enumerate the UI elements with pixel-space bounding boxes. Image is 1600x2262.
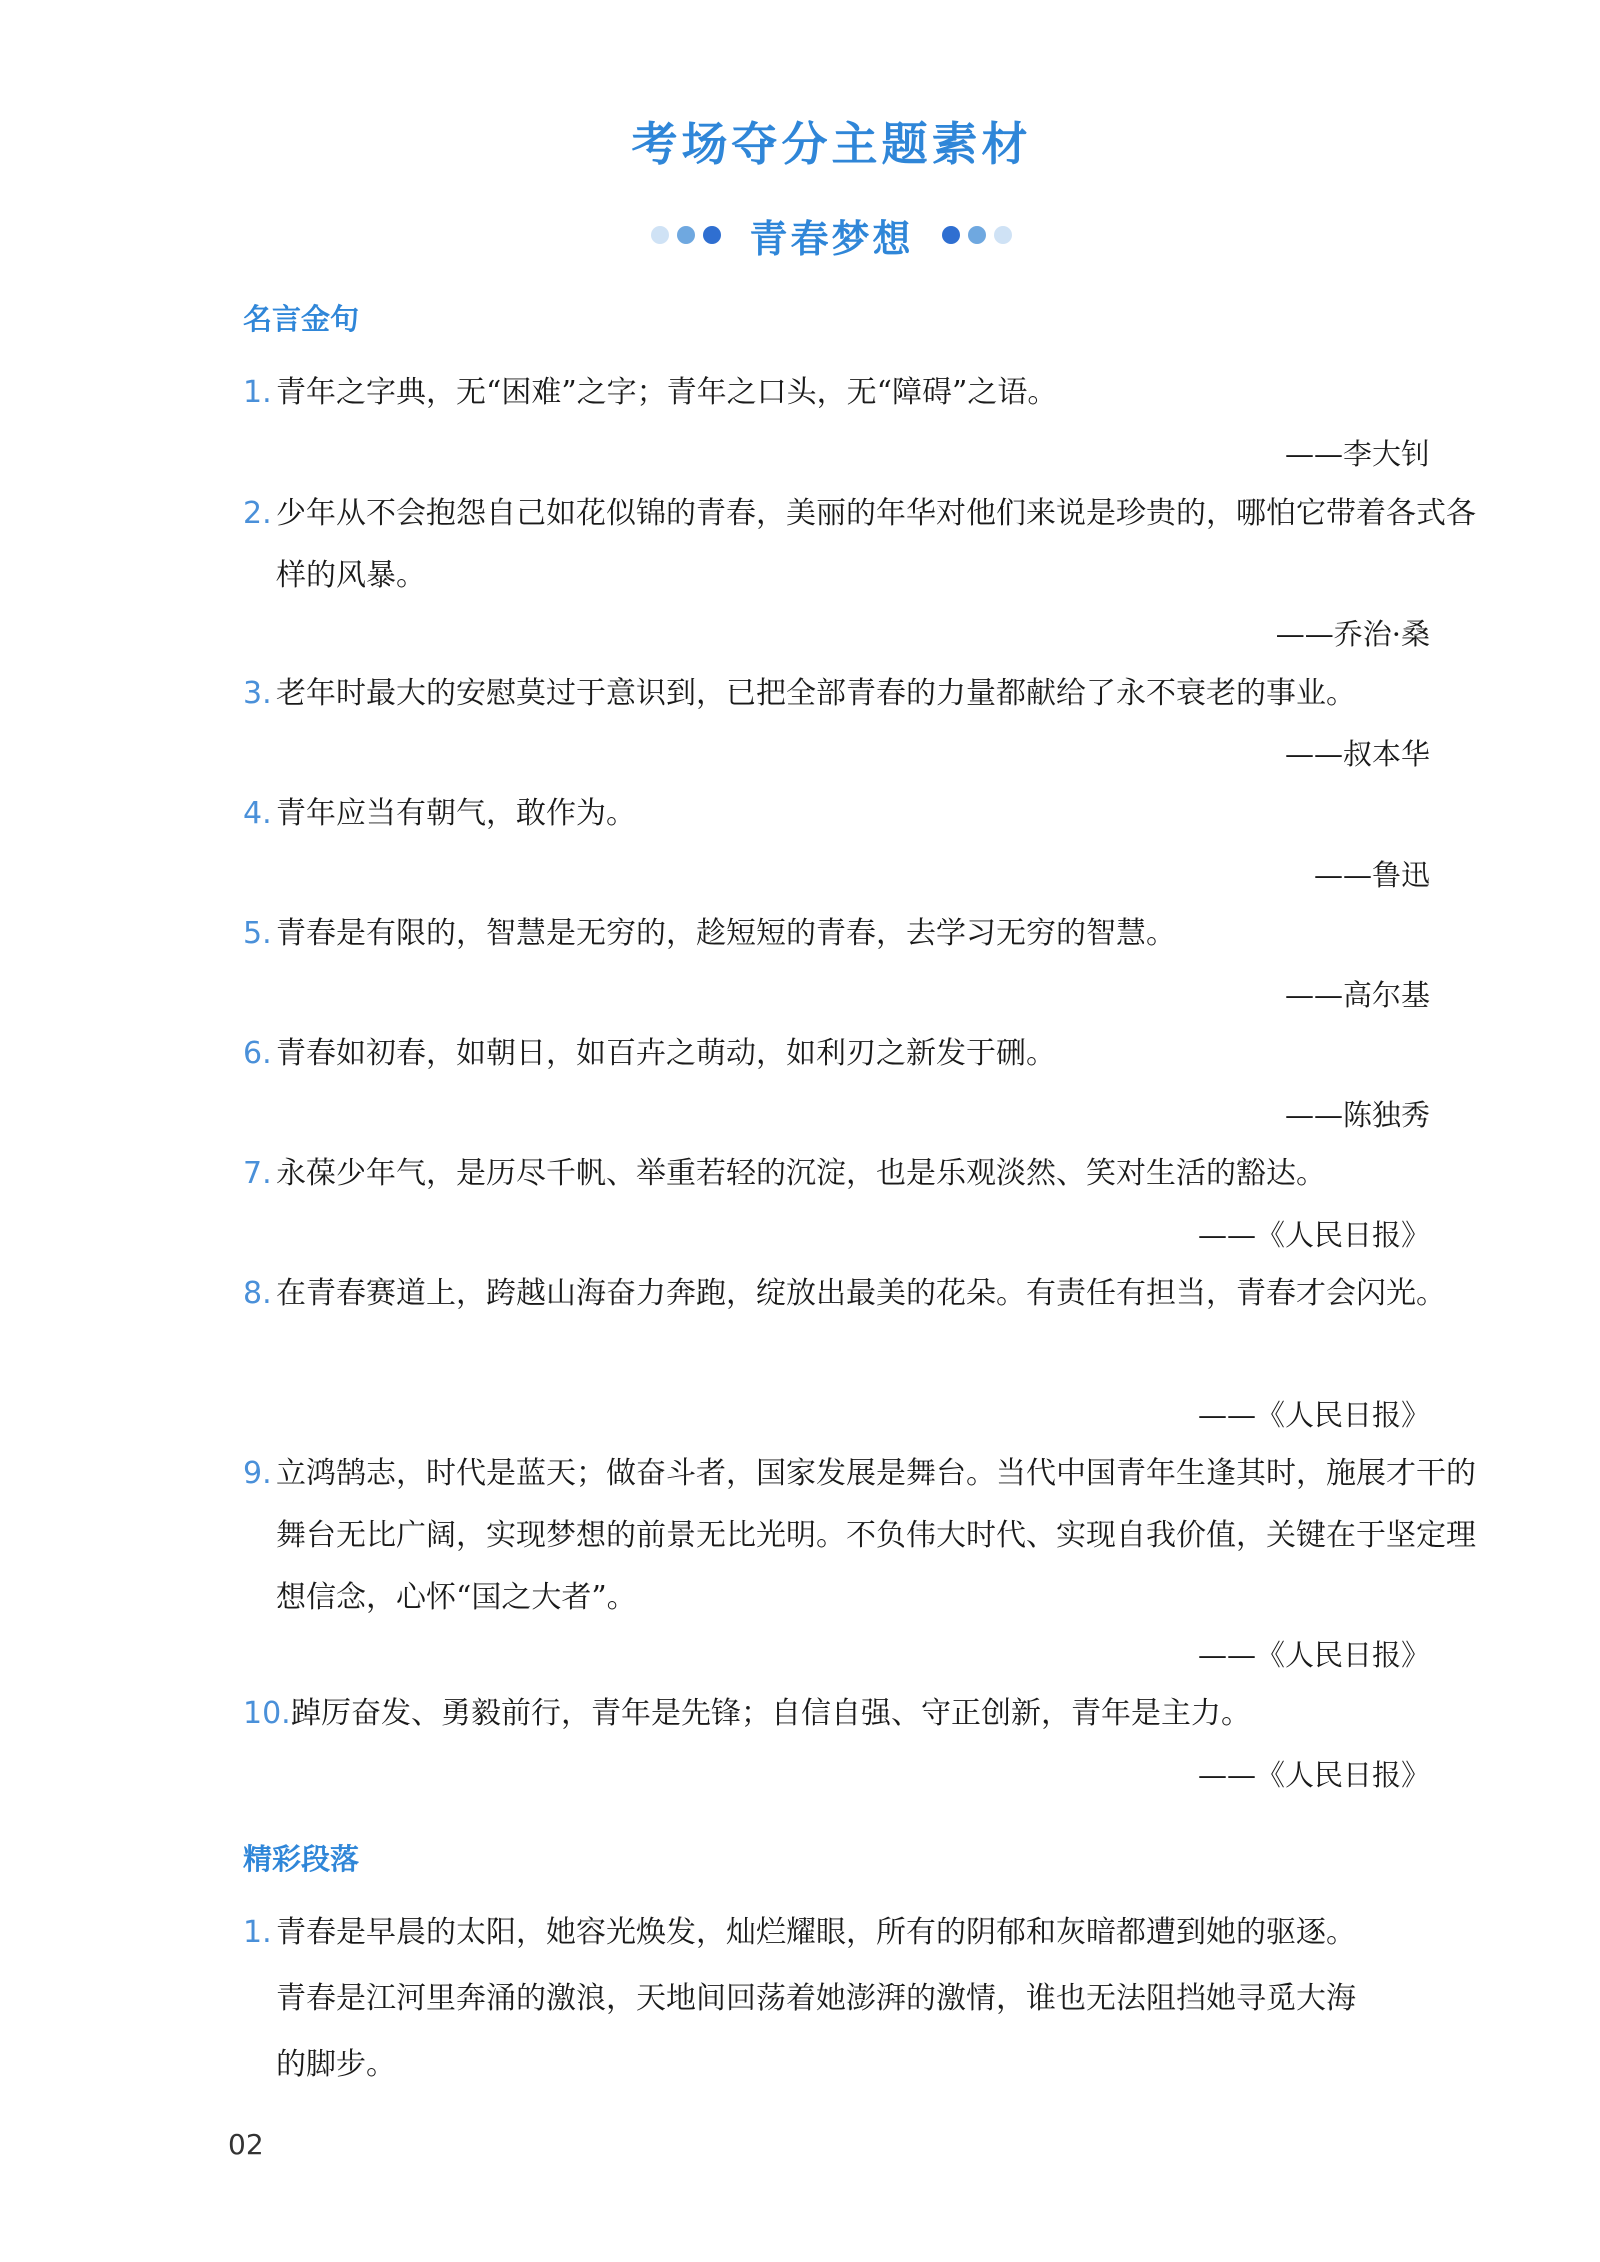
quote-item <box>243 483 1476 607</box>
quote-text: 青春如初春，如朝日，如百卉之萌动，如利刃之新发于硎。 <box>276 1036 1056 1071</box>
quote-text: 永葆少年气，是历尽千帆、举重若轻的沉淀，也是乐观淡然、笑对生活的豁达。 <box>276 1156 1326 1191</box>
quote-author: ——乔治·桑 <box>1275 617 1430 651</box>
quote-number: 8. <box>243 1276 272 1311</box>
quote-author: ——《人民日报》 <box>1197 1218 1430 1252</box>
dot-icon <box>703 226 721 244</box>
paragraph-item <box>243 1900 1443 2098</box>
quote-author: ——陈独秀 <box>1284 1098 1430 1132</box>
dot-icon <box>651 226 669 244</box>
quote-text: 青春是有限的，智慧是无穷的，趁短短的青春，去学习无穷的智慧。 <box>276 916 1176 951</box>
quote-item <box>243 903 1443 965</box>
section-heading-paragraphs: 精彩段落 <box>243 1842 360 1876</box>
quote-author: ——鲁迅 <box>1313 858 1430 892</box>
quote-text: 在青春赛道上，跨越山海奋力奔跑，绽放出最美的花朵。有责任有担当，青春才会闪光。 <box>276 1276 1446 1311</box>
quote-text: 老年时最大的安慰莫过于意识到，已把全部青春的力量都献给了永不衰老的事业。 <box>276 676 1356 711</box>
quote-number: 5. <box>243 916 272 951</box>
left-dots-decoration <box>651 226 721 244</box>
quote-text: 踔厉奋发、勇毅前行，青年是先锋；自信自强、守正创新，青年是主力。 <box>291 1696 1251 1731</box>
paragraph-line: 的脚步。 <box>276 2047 396 2082</box>
dot-icon <box>994 226 1012 244</box>
quote-item <box>243 1143 1443 1205</box>
quote-author: ——高尔基 <box>1284 978 1430 1012</box>
quote-text: 立鸿鹄志，时代是蓝天；做奋斗者，国家发展是舞台。当代中国青年生逢其时，施展才干的舞台无比广阔，实现梦想的前景无比光明。不负伟大时代、实现自我价值，关键在于坚定理想信念，心怀“国之大者”。 <box>276 1456 1476 1615</box>
quote-text: 青年应当有朝气，敢作为。 <box>276 796 636 831</box>
quote-item <box>243 663 1443 725</box>
quote-item <box>243 783 1443 845</box>
quote-item <box>243 1023 1443 1085</box>
quote-author: ——《人民日报》 <box>1197 1398 1430 1432</box>
quote-number: 7. <box>243 1156 272 1191</box>
quote-author: ——《人民日报》 <box>1197 1638 1430 1672</box>
quote-author: ——李大钊 <box>1284 437 1430 471</box>
page-subtitle: 青春梦想 <box>749 216 914 261</box>
dot-icon <box>942 226 960 244</box>
quote-number: 6. <box>243 1036 272 1071</box>
section-heading-quotes: 名言金句 <box>243 302 360 336</box>
quote-number: 10. <box>243 1696 291 1731</box>
quote-item <box>243 362 1443 424</box>
quote-item <box>243 1443 1476 1629</box>
page-number: 02 <box>228 2128 264 2161</box>
quote-number: 1. <box>243 375 272 410</box>
quote-number: 4. <box>243 796 272 831</box>
page-title: 考场夺分主题素材 <box>631 117 1032 171</box>
paragraph-line: 青春是江河里奔涌的激浪，天地间回荡着她澎湃的激情，谁也无法阻挡她寻觅大海 <box>276 1981 1356 2016</box>
quote-number: 2. <box>243 496 272 531</box>
quote-author: ——叔本华 <box>1284 737 1430 771</box>
paragraph-line: 青春是早晨的太阳，她容光焕发，灿烂耀眼，所有的阴郁和灰暗都遭到她的驱逐。 <box>276 1915 1356 1950</box>
subtitle-row <box>0 200 1600 270</box>
quote-text: 青年之字典，无“困难”之字；青年之口头，无“障碍”之语。 <box>276 375 1058 410</box>
quote-author: ——《人民日报》 <box>1197 1758 1430 1792</box>
quote-number: 3. <box>243 676 272 711</box>
paragraph-number: 1. <box>243 1915 272 1950</box>
dot-icon <box>968 226 986 244</box>
quote-item <box>243 1263 1446 1325</box>
dot-icon <box>677 226 695 244</box>
quote-item <box>243 1683 1443 1745</box>
right-dots-decoration <box>942 226 1012 244</box>
quote-text: 少年从不会抱怨自己如花似锦的青春，美丽的年华对他们来说是珍贵的，哪怕它带着各式各样的风暴。 <box>276 496 1476 593</box>
quote-number: 9. <box>243 1456 272 1491</box>
